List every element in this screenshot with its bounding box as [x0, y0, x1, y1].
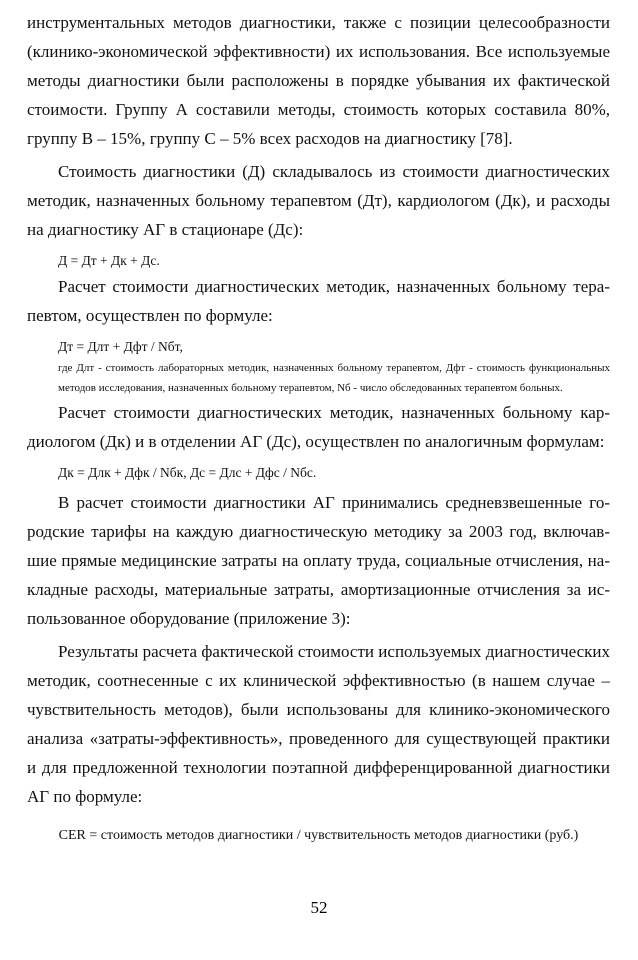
- formula-therapist-cost: Дт = Длт + Дфт / Nбт,: [58, 339, 183, 354]
- page-number: 52: [310, 898, 328, 917]
- paragraph-cardiologist-cost: Расчет стоимости диагностических методик, назначенных больному кардиологом (Дк) и в отделении АГ (Дс), осуществлен по аналогичным формулам:: [27, 403, 610, 451]
- formula-total-cost: Д = Дт + Дк + Дс.: [58, 253, 160, 268]
- paragraph-diagnostics-cost: Стоимость диагностики (Д) складывалось из стоимости диагностических методик, назначенных больному терапевтом (Дт), кардиологом (Дк), и расходы на диагностику АГ в стационаре (Дс):: [27, 162, 610, 239]
- paragraph-cost-effectiveness: Результаты расчета фактической стоимости используемых диагностических методик, соотнесенные с их клинической эффективностью (в нашем случае – чувствительность методов), были использованы для клинико-экономического анализа «затраты-эффективность», проведенного для существующей практики и для предложенной технологии поэтапной дифференцированной диагностики АГ по формуле:: [27, 642, 610, 806]
- formula-therapist-note: где Длт - стоимость лабораторных методик, назначенных больному терапевтом, Дфт - стоимость функциональных методов исследования, назначенных больному терапевтом, Nб - число обследованных терапевтом больных.: [58, 362, 610, 394]
- paragraph-intro-continuation: инструментальных методов диагностики, также с позиции целесообразности (клинико-экономической эффективности) их использования. Все используемые методы диагностики были расположены в порядке убывания их фактической стоимости. Группу А составили методы, стоимость которых составила 80%, группу В – 15%, группу С – 5% всех расходов на диагностику [78].: [27, 13, 610, 148]
- formula-cer: CER = стоимость методов диагностики / чувствительность методов диагностики (руб.): [58, 828, 579, 843]
- formula-cardiologist-department-cost: Дк = Длк + Дфк / Nбк, Дс = Длс + Дфс / Nбс.: [58, 465, 317, 480]
- paragraph-therapist-cost: Расчет стоимости диагностических методик, назначенных больному терапевтом, осуществлен по формуле:: [27, 277, 610, 325]
- paragraph-tariffs: В расчет стоимости диагностики АГ принимались средневзвешенные городские тарифы на каждую диагностическую методику за 2003 год, включавшие прямые медицинские затраты на оплату труда, социальные отчисления, накладные расходы, материальные затраты, амортизационные отчисления за использованное оборудование (приложение 3):: [27, 493, 610, 628]
